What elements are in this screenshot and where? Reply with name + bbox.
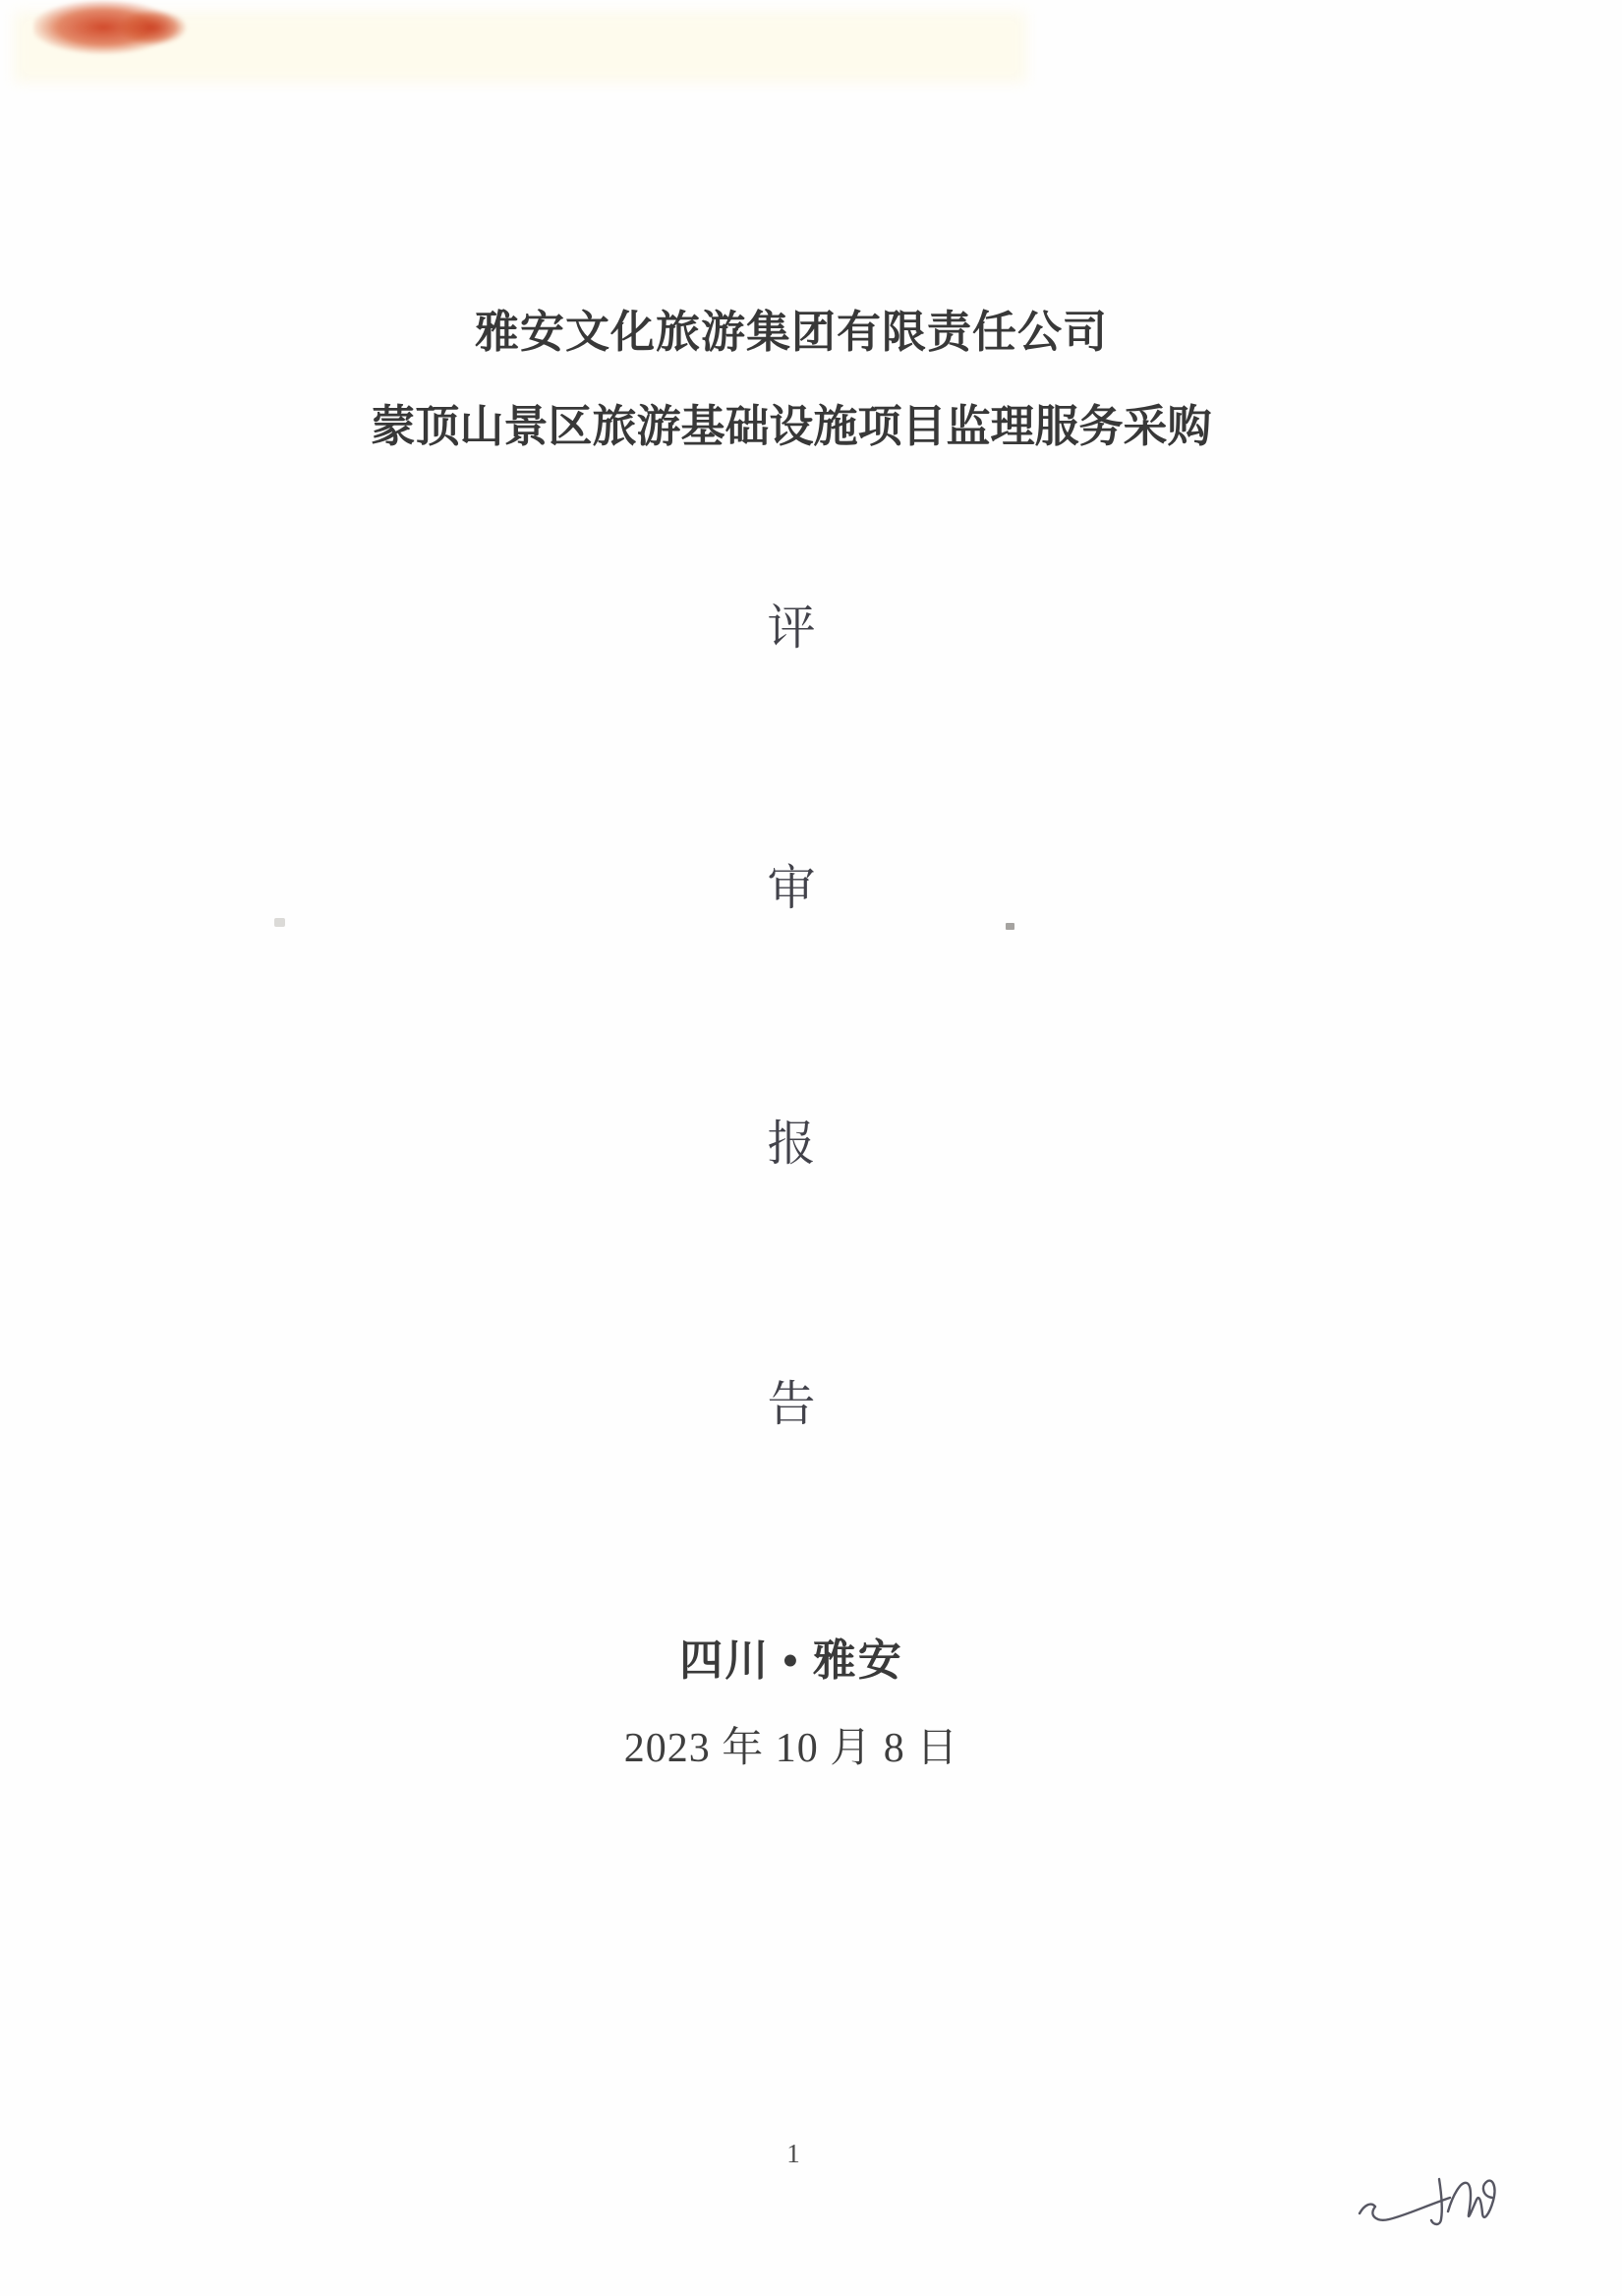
- report-title-char-3: 报: [767, 1117, 816, 1171]
- report-title-char-2: 审: [767, 861, 816, 915]
- scan-speck: [1006, 923, 1014, 930]
- handwritten-signature: [1352, 2170, 1505, 2247]
- scan-speck: [274, 918, 285, 927]
- report-title-char-1: 评: [767, 601, 816, 655]
- date-text: 2023 年 10 月 8 日: [623, 1726, 959, 1771]
- location-text: 四川 • 雅安: [679, 1636, 903, 1685]
- scan-tint-artifact: [14, 12, 1026, 83]
- company-title: 雅安文化旅游集团有限责任公司: [474, 308, 1108, 357]
- project-title: 蒙顶山景区旅游基础设施项目监理服务采购: [371, 402, 1212, 451]
- page-number: 1: [786, 2139, 800, 2168]
- report-title-char-4: 告: [767, 1377, 816, 1431]
- red-ink-smudge: [33, 0, 201, 65]
